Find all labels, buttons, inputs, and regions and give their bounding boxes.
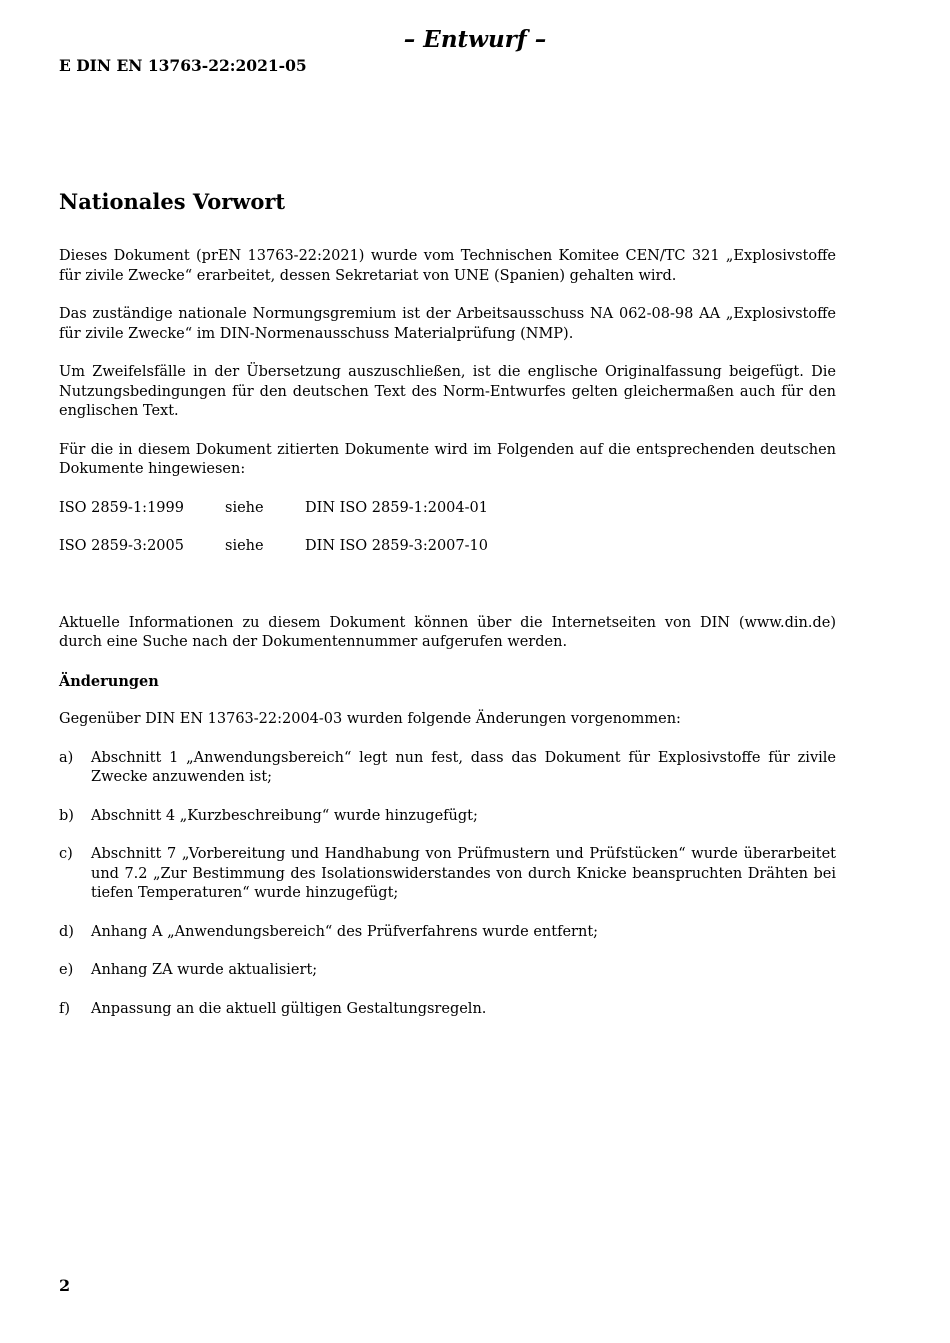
change-label: d) [59,923,74,940]
paragraph-info: Aktuelle Informationen zu diesem Dokument können über die Internetseiten von DIN (www.din.de) durch eine Suche nach der Dokumentennummer aufgerufen werden. [59,614,836,650]
change-label: e) [59,962,74,978]
reference-din: DIN ISO 2859-1:2004-01 [305,499,488,516]
paragraph-references-intro: Für die in diesem Dokument zitierten Dokumente wird im Folgenden auf die entsprechenden deutschen Dokumente hingewiesen: [59,441,836,477]
paragraph-translation: Um Zweifelsfälle in der Übersetzung auszuschließen, ist die englische Originalfassung beigefügt. Die Nutzungsbedingungen für den deutschen Text des Norm-Entwurfes gelten gleichermaßen auch für den englischen Text. [59,364,836,419]
change-text: Anhang A „Anwendungsbereich“ des Prüfverfahrens wurde entfernt; [91,923,599,940]
change-item [59,923,836,943]
reference-iso: ISO 2859-3:2005 [59,538,184,554]
reference-row [59,499,836,519]
change-label: c) [59,846,73,862]
reference-see: siehe [225,499,264,516]
page-content [59,188,836,1038]
change-item [59,749,836,788]
change-item [59,961,836,981]
spacer [59,576,836,614]
change-label: a) [59,749,74,766]
document-id: E DIN EN 13763-22:2021-05 [59,56,307,75]
change-item [59,1000,836,1020]
change-text: Abschnitt 4 „Kurzbeschreibung“ wurde hinzugefügt; [91,807,478,824]
change-label: f) [59,1000,71,1017]
draft-label: – Entwurf – [403,26,547,53]
page-title: Nationales Vorwort [59,189,286,214]
reference-din: DIN ISO 2859-3:2007-10 [305,538,488,554]
reference-row [59,537,836,557]
changes-intro: Gegenüber DIN EN 13763-22:2004-03 wurden folgende Änderungen vorgenommen: [59,711,681,727]
change-text: Abschnitt 1 „Anwendungsbereich“ legt nun fest, dass das Dokument für Explosivstoffe für zivile Zwecke anzuwenden ist; [91,749,836,785]
change-text: Anhang ZA wurde aktualisiert; [91,962,318,978]
paragraph-national-body: Das zuständige nationale Normungsgremium ist der Arbeitsausschuss NA 062-08-98 AA „Explosivstoffe für zivile Zwecke“ im DIN-Normenausschuss Materialprüfung (NMP). [59,306,836,342]
reference-see: siehe [225,538,264,554]
change-label: b) [59,807,74,824]
changes-heading: Änderungen [59,672,159,690]
change-text: Abschnitt 7 „Vorbereitung und Handhabung von Prüfmustern und Prüfstücken“ wurde überarbeitet und 7.2 „Zur Bestimmung des Isolationswiderstandes von durch Knicke beanspruchten Drähten bei tiefen Temperaturen“ wurde hinzugefügt; [91,846,836,901]
change-item [59,845,836,904]
paragraph-committee: Dieses Dokument (prEN 13763-22:2021) wurde vom Technischen Komitee CEN/TC 321 „Explosivstoffe für zivile Zwecke“ erarbeitet, dessen Sekretariat von UNE (Spanien) gehalten wird. [59,248,836,284]
reference-iso: ISO 2859-1:1999 [59,499,184,516]
change-text: Anpassung an die aktuell gültigen Gestaltungsregeln. [91,1000,487,1017]
change-item [59,807,836,827]
page-number: 2 [59,1276,71,1295]
